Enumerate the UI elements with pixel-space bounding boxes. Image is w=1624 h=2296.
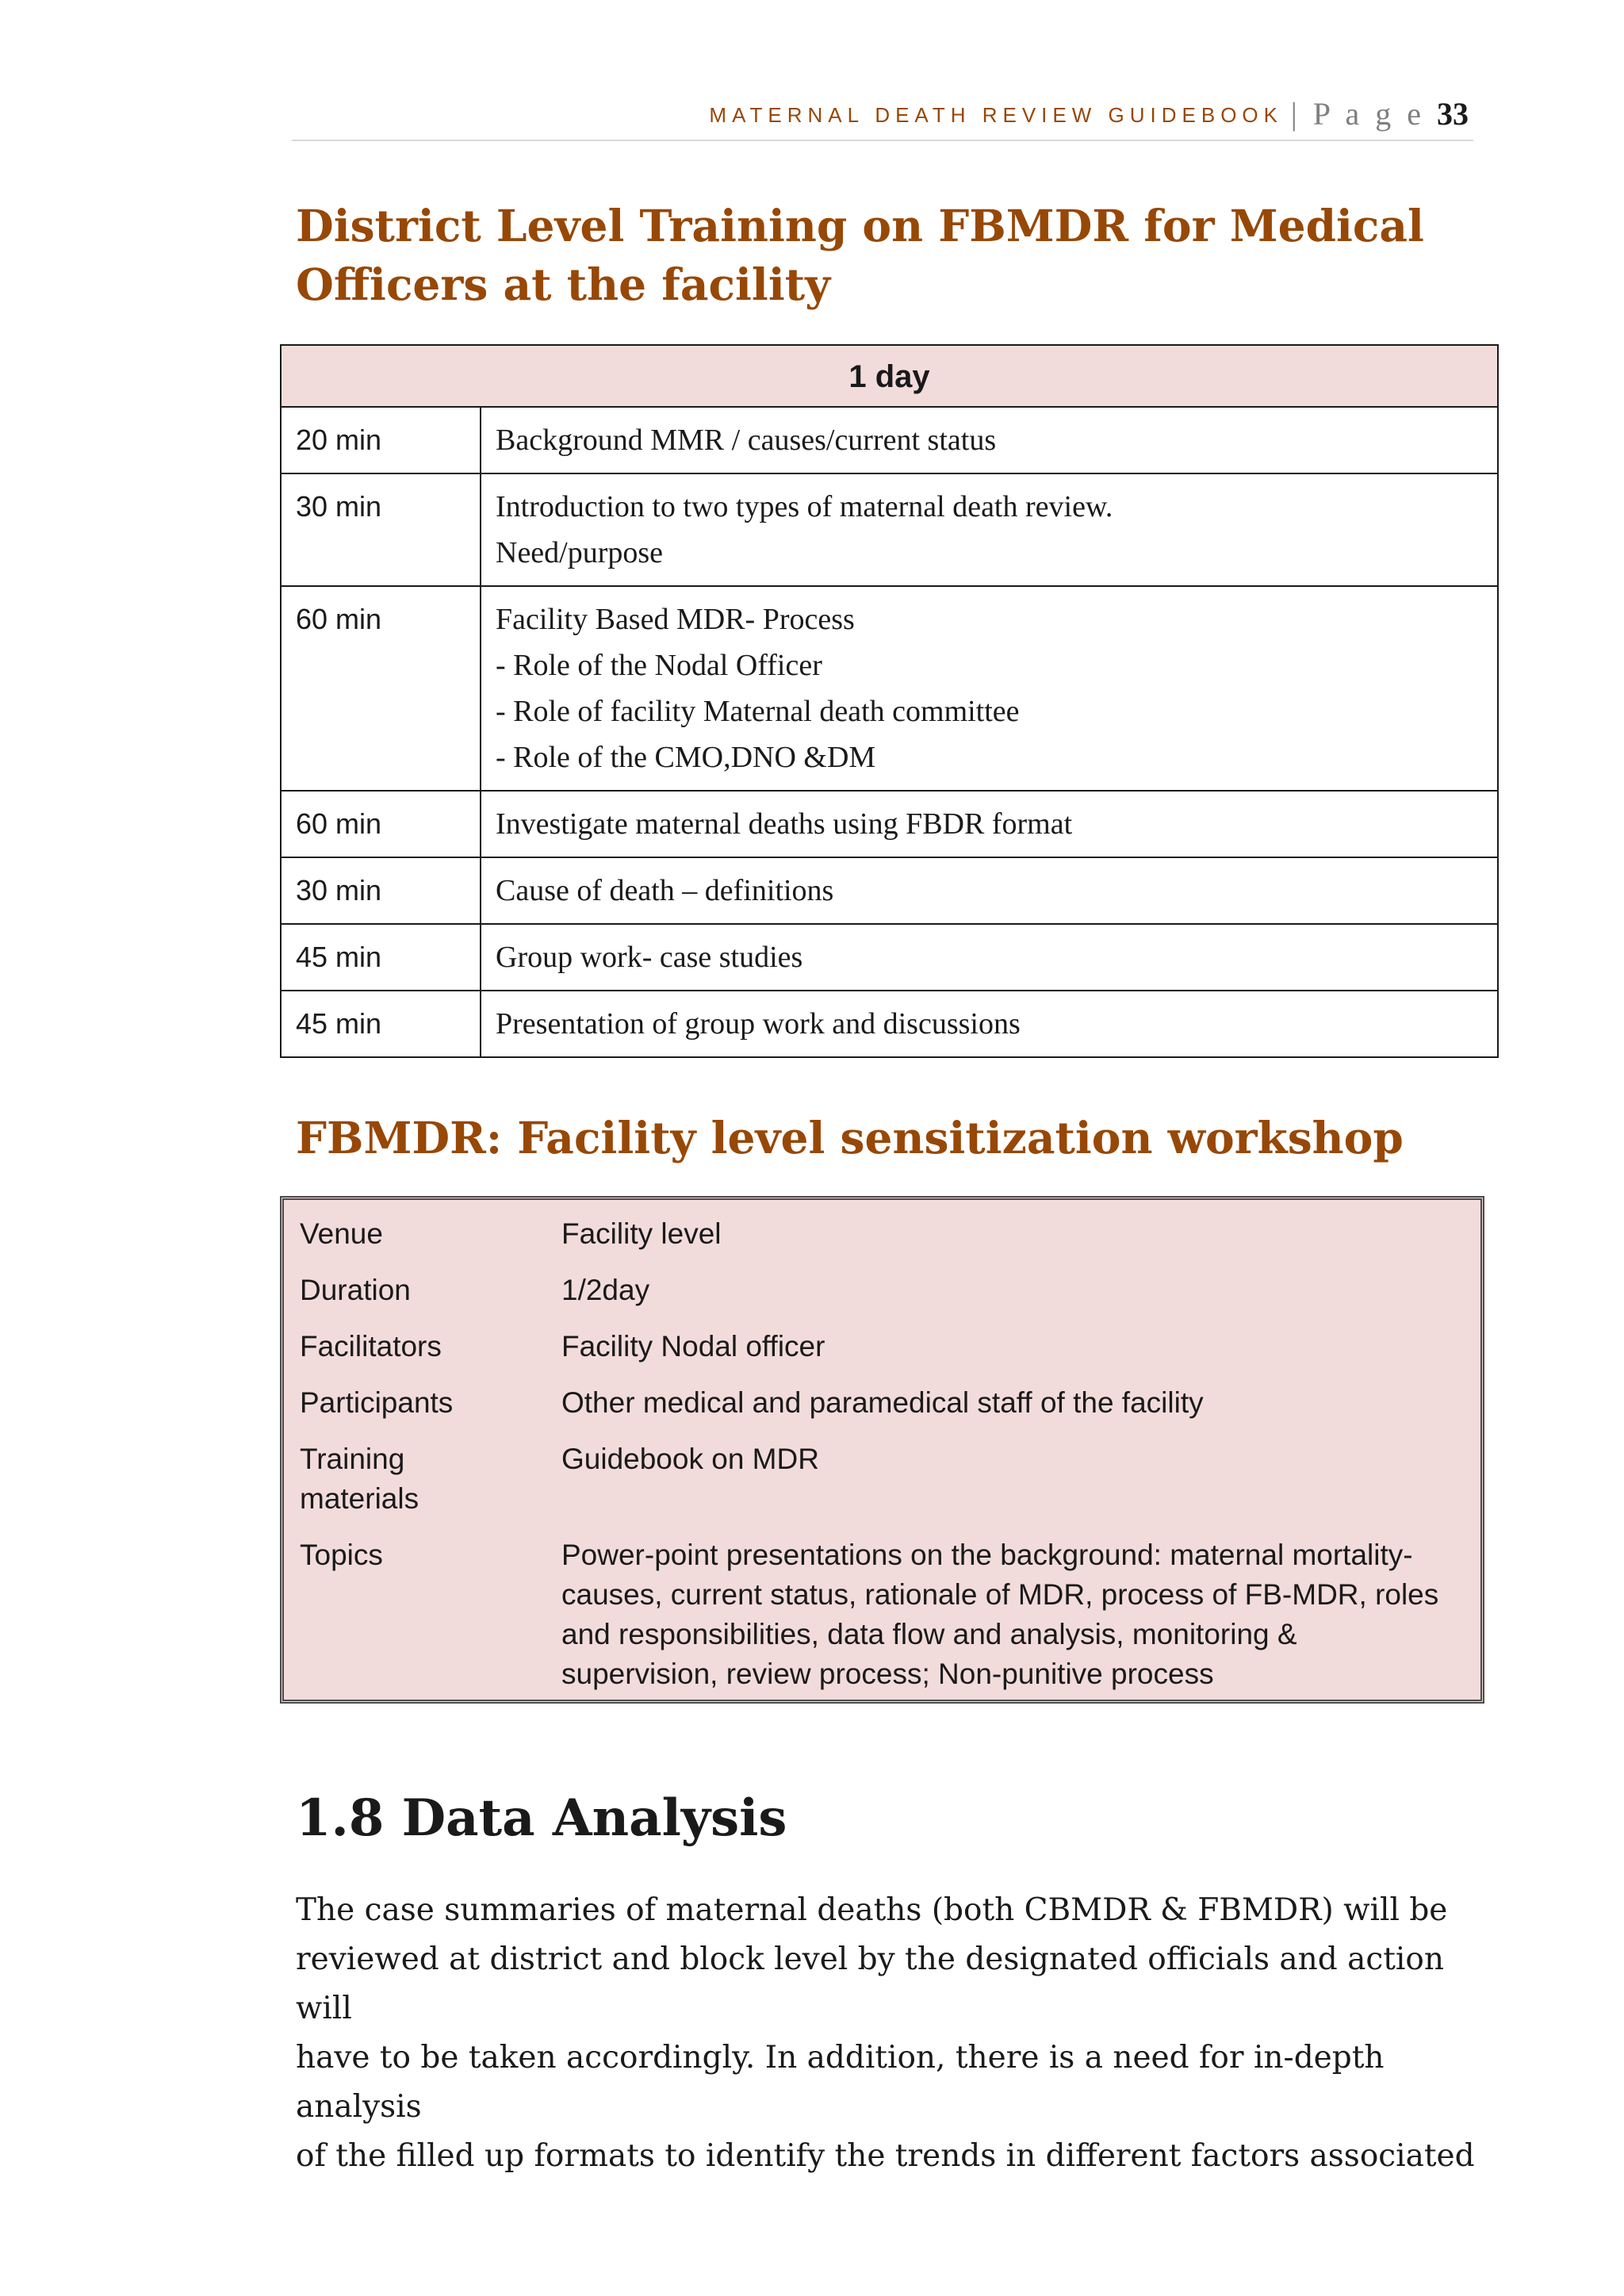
table-row	[281, 991, 1498, 1057]
activity-line: - Role of the Nodal Officer	[496, 649, 822, 682]
page-number-value: 33	[1437, 96, 1469, 132]
table-row	[281, 857, 1498, 924]
info-value	[561, 1535, 1465, 1694]
activity-line: Introduction to two types of maternal death review.	[496, 490, 1113, 523]
table-row	[281, 473, 1498, 586]
table-header-row	[281, 345, 1498, 407]
info-label: Facilitators	[300, 1330, 442, 1363]
activity-line: Group work- case studies	[496, 941, 803, 974]
activity-cell	[481, 991, 1498, 1057]
activity-cell	[481, 857, 1498, 924]
info-value: Other medical and paramedical staff of the facility	[561, 1386, 1204, 1419]
info-label: Participants	[300, 1386, 454, 1419]
page-number	[1291, 95, 1469, 132]
activity-line: Need/purpose	[496, 536, 664, 569]
info-label	[300, 1439, 538, 1519]
activity-line: - Role of facility Maternal death committee	[496, 695, 1020, 728]
page-label: | P a g e	[1290, 96, 1425, 132]
info-value-line: causes, current status, rationale of MDR, process of FB-MDR, roles	[561, 1578, 1439, 1611]
info-label-line: Training	[300, 1443, 405, 1475]
table-row	[281, 407, 1498, 473]
section-heading-data-analysis: 1.8 Data Analysis	[296, 1788, 787, 1848]
info-value-line: supervision, review process; Non-punitive process	[561, 1658, 1214, 1690]
section-heading-training	[296, 197, 1424, 314]
time-cell: 45 min	[281, 924, 481, 991]
data-analysis-paragraph	[296, 1886, 1485, 2181]
activity-cell	[481, 924, 1498, 991]
activity-line: - Role of the CMO,DNO &DM	[496, 741, 876, 774]
header-title: MATERNAL DEATH REVIEW GUIDEBOOK	[709, 103, 1283, 127]
activity-line: Cause of death – definitions	[496, 874, 834, 907]
info-value: Facility Nodal officer	[561, 1330, 825, 1363]
section-heading-workshop: FBMDR: Facility level sensitization workshop	[296, 1112, 1404, 1163]
activity-line: Facility Based MDR- Process	[496, 603, 855, 636]
info-value: Guidebook on MDR	[561, 1443, 819, 1475]
paragraph-line: reviewed at district and block level by the designated officials and action will	[296, 1941, 1444, 2026]
page-header	[292, 94, 1473, 141]
info-label: Duration	[300, 1274, 411, 1306]
table-row	[281, 586, 1498, 791]
time-cell: 60 min	[281, 586, 481, 791]
activity-line: Investigate maternal deaths using FBDR format	[496, 807, 1073, 841]
paragraph-line: have to be taken accordingly. In addition, there is a need for in-depth analysis	[296, 2040, 1385, 2125]
workshop-info-box	[280, 1196, 1484, 1704]
time-cell: 30 min	[281, 473, 481, 586]
activity-cell	[481, 473, 1498, 586]
info-value-line: Power-point presentations on the background: maternal mortality-	[561, 1539, 1413, 1571]
info-label: Venue	[300, 1217, 383, 1250]
training-schedule-table	[280, 344, 1499, 1058]
activity-cell	[481, 586, 1498, 791]
time-cell: 60 min	[281, 791, 481, 857]
info-label: Topics	[300, 1539, 383, 1571]
activity-cell	[481, 791, 1498, 857]
paragraph-line: The case summaries of maternal deaths (both CBMDR & FBMDR) will be	[296, 1892, 1448, 1928]
table-row	[281, 791, 1498, 857]
table-row	[281, 924, 1498, 991]
heading-line: District Level Training on FBMDR for Medical	[296, 200, 1424, 251]
info-value: Facility level	[561, 1217, 722, 1250]
paragraph-line: of the filled up formats to identify the trends in different factors associated	[296, 2138, 1475, 2174]
activity-cell	[481, 407, 1498, 473]
heading-line: Officers at the facility	[296, 259, 831, 310]
info-label-line: materials	[300, 1482, 419, 1515]
table-header-cell: 1 day	[281, 345, 1498, 407]
time-cell: 45 min	[281, 991, 481, 1057]
info-value-line: and responsibilities, data flow and analysis, monitoring &	[561, 1618, 1297, 1650]
time-cell: 20 min	[281, 407, 481, 473]
activity-line: Background MMR / causes/current status	[496, 424, 997, 457]
info-value: 1/2day	[561, 1274, 650, 1306]
activity-line: Presentation of group work and discussions	[496, 1007, 1021, 1041]
time-cell: 30 min	[281, 857, 481, 924]
